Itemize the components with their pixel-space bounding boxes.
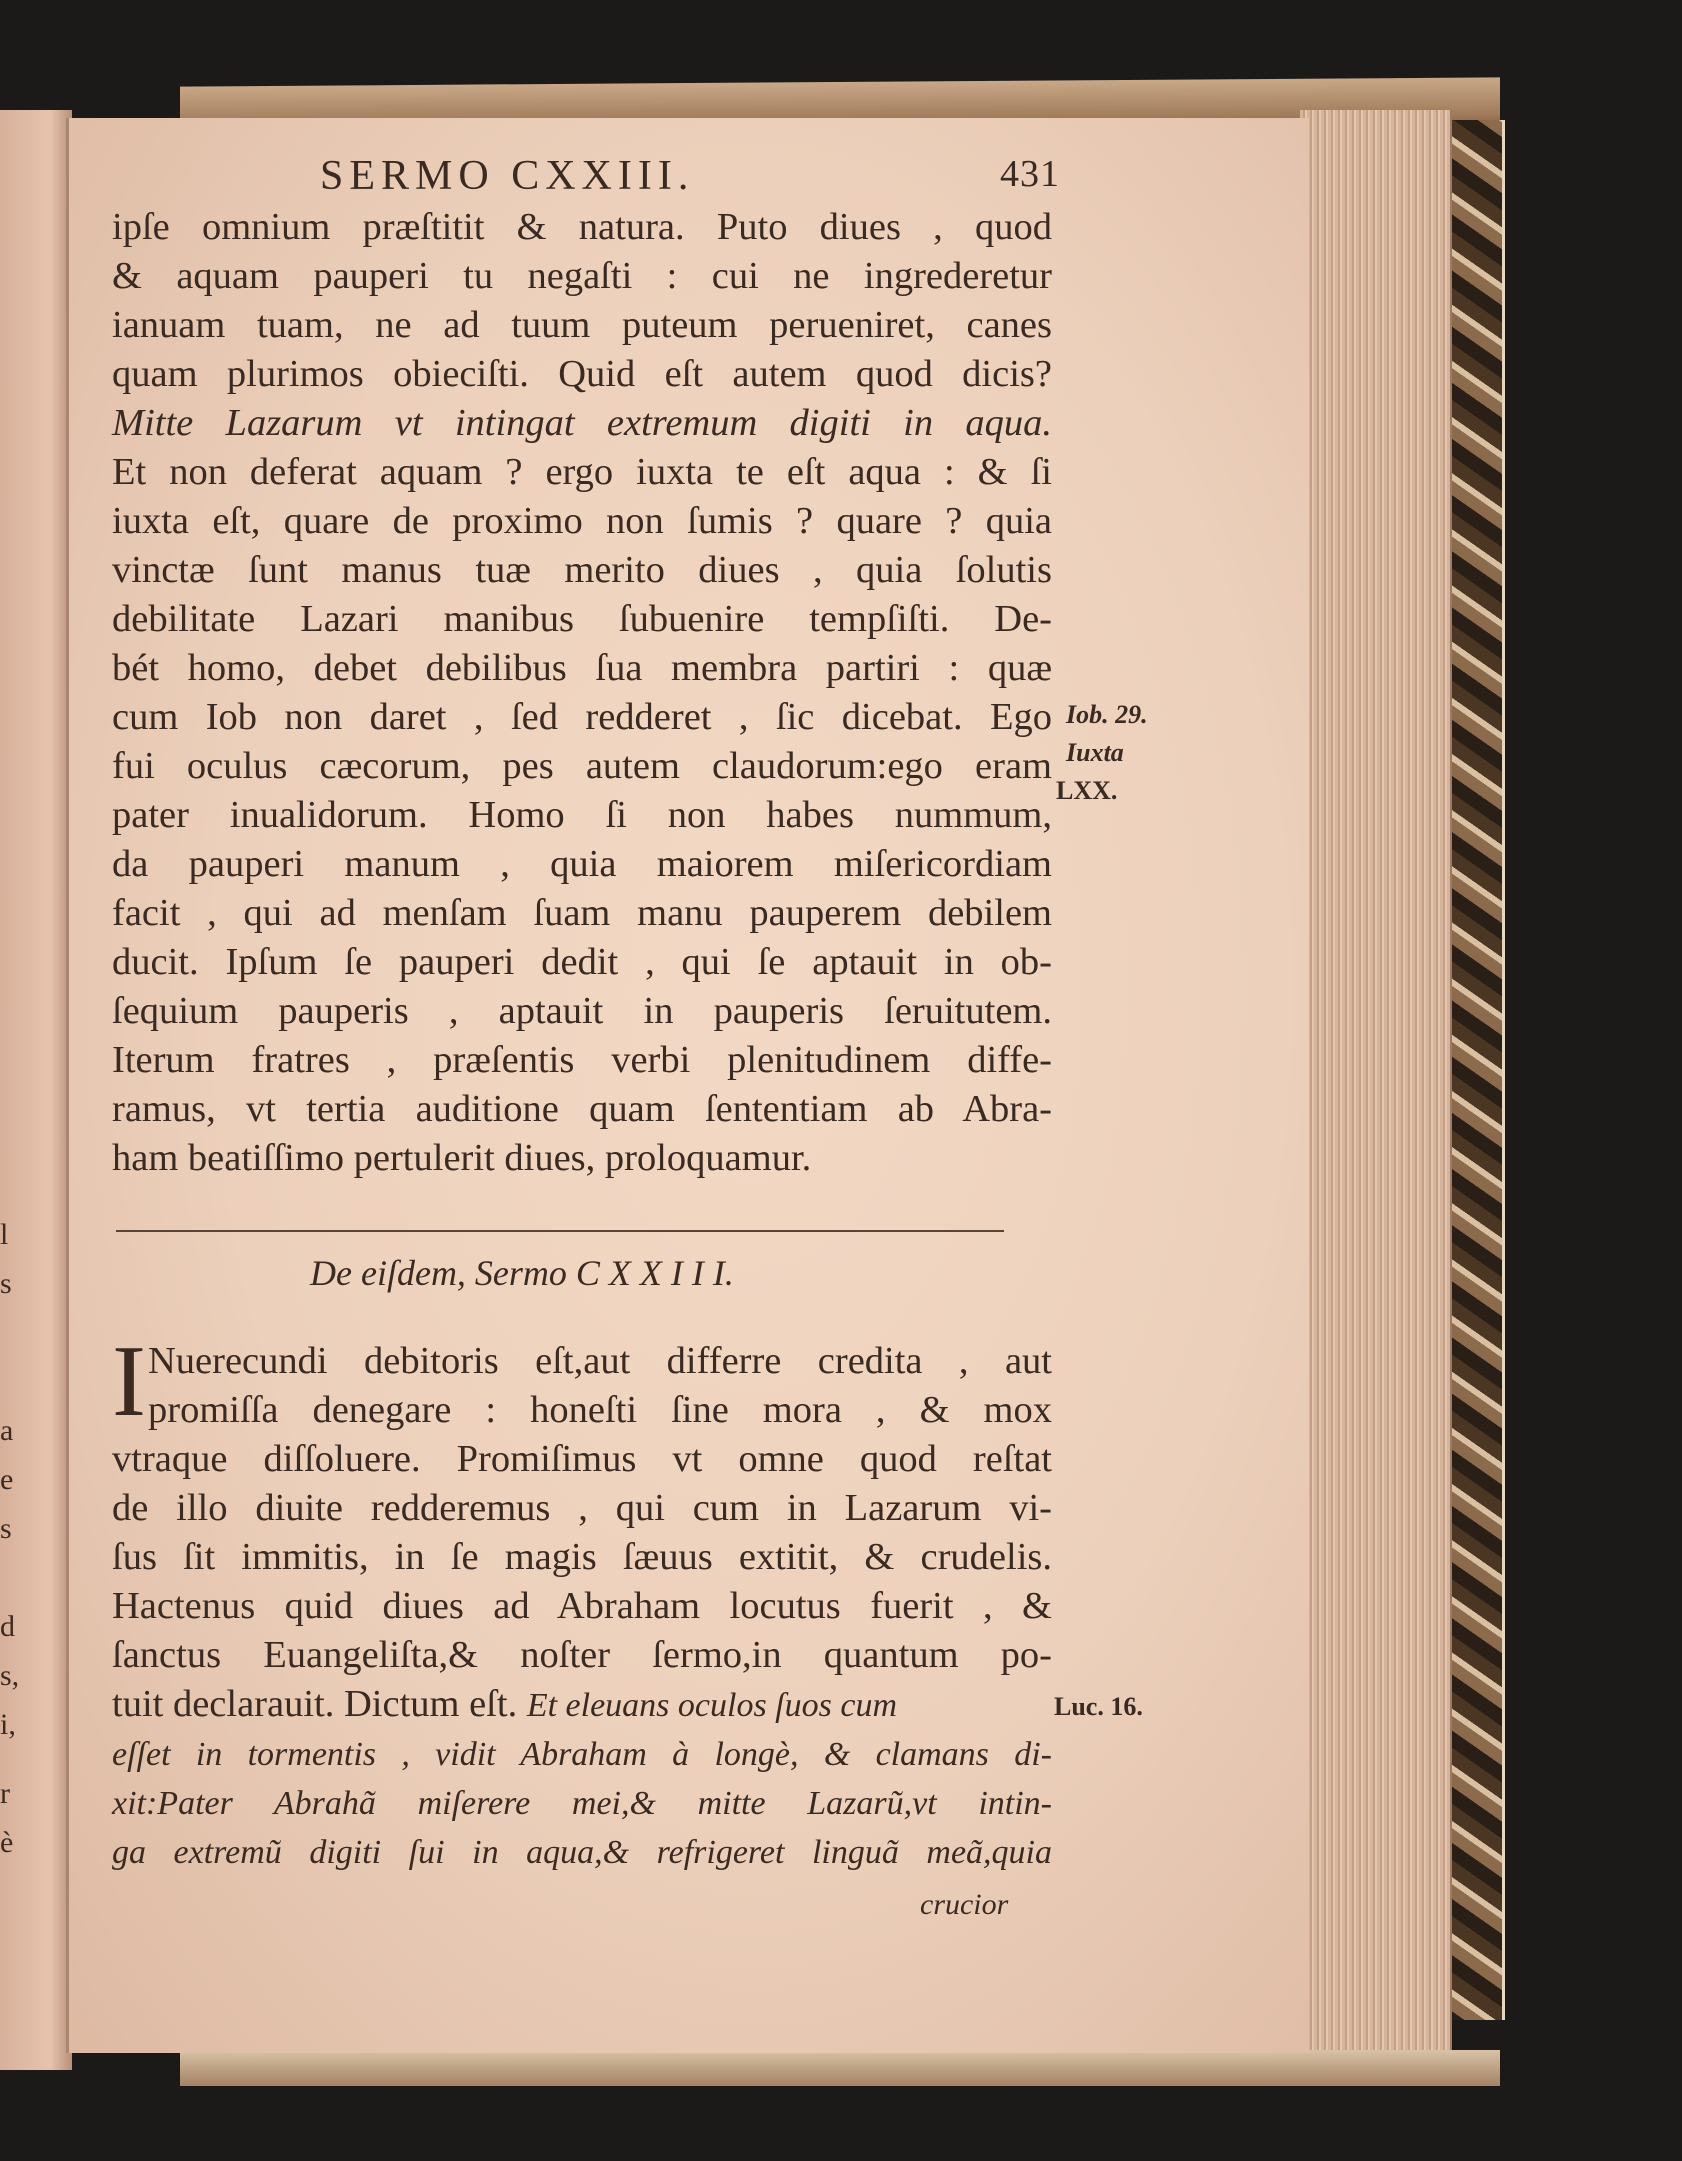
text-line: debilitate Lazari manibus ſubuenire tempſiſti. De- xyxy=(112,598,1052,640)
text-line: iuxta eſt, quare de proximo non ſumis ? quare ? quia xyxy=(112,500,1052,542)
facing-mark: l xyxy=(0,1218,9,1251)
text-line-italic-quote: ga extremũ digiti ſui in aqua,& refrigeret linguã meã,quia xyxy=(112,1834,1052,1871)
text-line: de illo diuite redderemus , qui cum in Lazarum vi- xyxy=(112,1487,1052,1529)
drop-cap-initial: I xyxy=(112,1325,146,1438)
facing-mark: i, xyxy=(0,1708,16,1741)
text-line-italic-quote: Mitte Lazarum vt intingat extremum digiti in aqua. xyxy=(112,402,1052,444)
text-line: ſus ſit immitis, in ſe magis ſæuus extitit, & crudelis. xyxy=(112,1536,1052,1578)
text-line: fui oculus cæcorum, pes autem claudorum:ego eram xyxy=(112,745,1052,787)
text-line: Hactenus quid diues ad Abraham locutus fuerit , & xyxy=(112,1585,1052,1627)
text-line: Nuerecundi debitoris eſt,aut differre credita , aut xyxy=(148,1340,1052,1382)
text-line: ham beatiſſimo pertulerit diues, proloquamur. xyxy=(112,1137,812,1179)
running-head xyxy=(320,152,1060,200)
text-line-italic-quote: xit:Pater Abrahã miſerere mei,& mitte Lazarũ,vt intin- xyxy=(112,1785,1052,1822)
text-line: da pauperi manum , quia maiorem miſericordiam xyxy=(112,843,1052,885)
text-line: ianuam tuam, ne ad tuum puteum perueniret, canes xyxy=(112,304,1052,346)
text-line: & aquam pauperi tu negaſti : cui ne ingrederetur xyxy=(112,255,1052,297)
margin-note-luke: Luc. 16. xyxy=(1054,1692,1143,1721)
text-line: ſequium pauperis , aptauit in pauperis ſeruitutem. xyxy=(112,990,1052,1032)
text-line: ducit. Ipſum ſe pauperi dedit , qui ſe aptauit in ob- xyxy=(112,941,1052,983)
text-line: quam plurimos obieciſti. Quid eſt autem quod dicis? xyxy=(112,353,1052,395)
section-divider xyxy=(116,1230,1004,1232)
facing-mark: e xyxy=(0,1463,14,1496)
text-run: tuit declarauit. Dictum eſt. xyxy=(112,1683,518,1725)
facing-mark: a xyxy=(0,1414,14,1447)
facing-page-line-ends xyxy=(0,1210,20,1867)
section-heading: De eiſdem, Sermo C X X I I I. xyxy=(310,1253,734,1293)
text-run-italic: Et eleuans oculos ſuos cum xyxy=(526,1687,897,1724)
text-line: facit , qui ad menſam ſuam manu pauperem debilem xyxy=(112,892,1052,934)
book-bottom-edge xyxy=(180,2050,1500,2086)
facing-mark: s, xyxy=(0,1659,20,1692)
text-line: Iterum fratres , præſentis verbi plenitudinem diffe- xyxy=(112,1039,1052,1081)
text-line: bét homo, debet debilibus ſua membra partiri : quæ xyxy=(112,647,1052,689)
text-line xyxy=(112,1680,1052,1730)
facing-mark: è xyxy=(0,1826,14,1859)
text-line: ipſe omnium præſtitit & natura. Puto diues , quod xyxy=(112,206,1052,248)
text-line: ſanctus Euangeliſta,& noſter ſermo,in quantum po- xyxy=(112,1634,1052,1676)
text-line: vinctæ ſunt manus tuæ merito diues , quia ſolutis xyxy=(112,549,1052,591)
catchword: crucior xyxy=(920,1888,1009,1921)
margin-note-iuxta: Iuxta xyxy=(1066,738,1124,767)
lower-text-block xyxy=(112,1325,1052,1877)
margin-note-job: Iob. 29. xyxy=(1066,700,1148,729)
text-line: pater inualidorum. Homo ſi non habes nummum, xyxy=(112,794,1052,836)
text-line: vtraque diſſoluere. Promiſimus vt omne quod reſtat xyxy=(112,1438,1052,1480)
text-line: promiſſa denegare : honeſti ſine mora , & mox xyxy=(148,1389,1052,1431)
page-fore-edge xyxy=(1300,110,1452,2060)
text-line: ramus, vt tertia auditione quam ſententiam ab Abra- xyxy=(112,1088,1052,1130)
facing-mark: r xyxy=(0,1777,10,1810)
text-line: cum Iob non daret , ſed redderet , ſic dicebat. Ego xyxy=(112,696,1052,738)
page-number: 431 xyxy=(1000,153,1060,195)
margin-note-lxx: LXX. xyxy=(1056,776,1118,805)
text-line-italic-quote: eſſet in tormentis , vidit Abraham à longè, & clamans di- xyxy=(112,1736,1052,1773)
facing-mark: s xyxy=(0,1267,12,1300)
facing-mark: d xyxy=(0,1610,15,1643)
upper-text-block xyxy=(112,203,1052,1183)
running-head-title: SERMO CXXIII. xyxy=(320,153,695,199)
text-line: Et non deferat aquam ? ergo iuxta te eſt aqua : & ſi xyxy=(112,451,1052,493)
facing-mark: s xyxy=(0,1512,12,1545)
